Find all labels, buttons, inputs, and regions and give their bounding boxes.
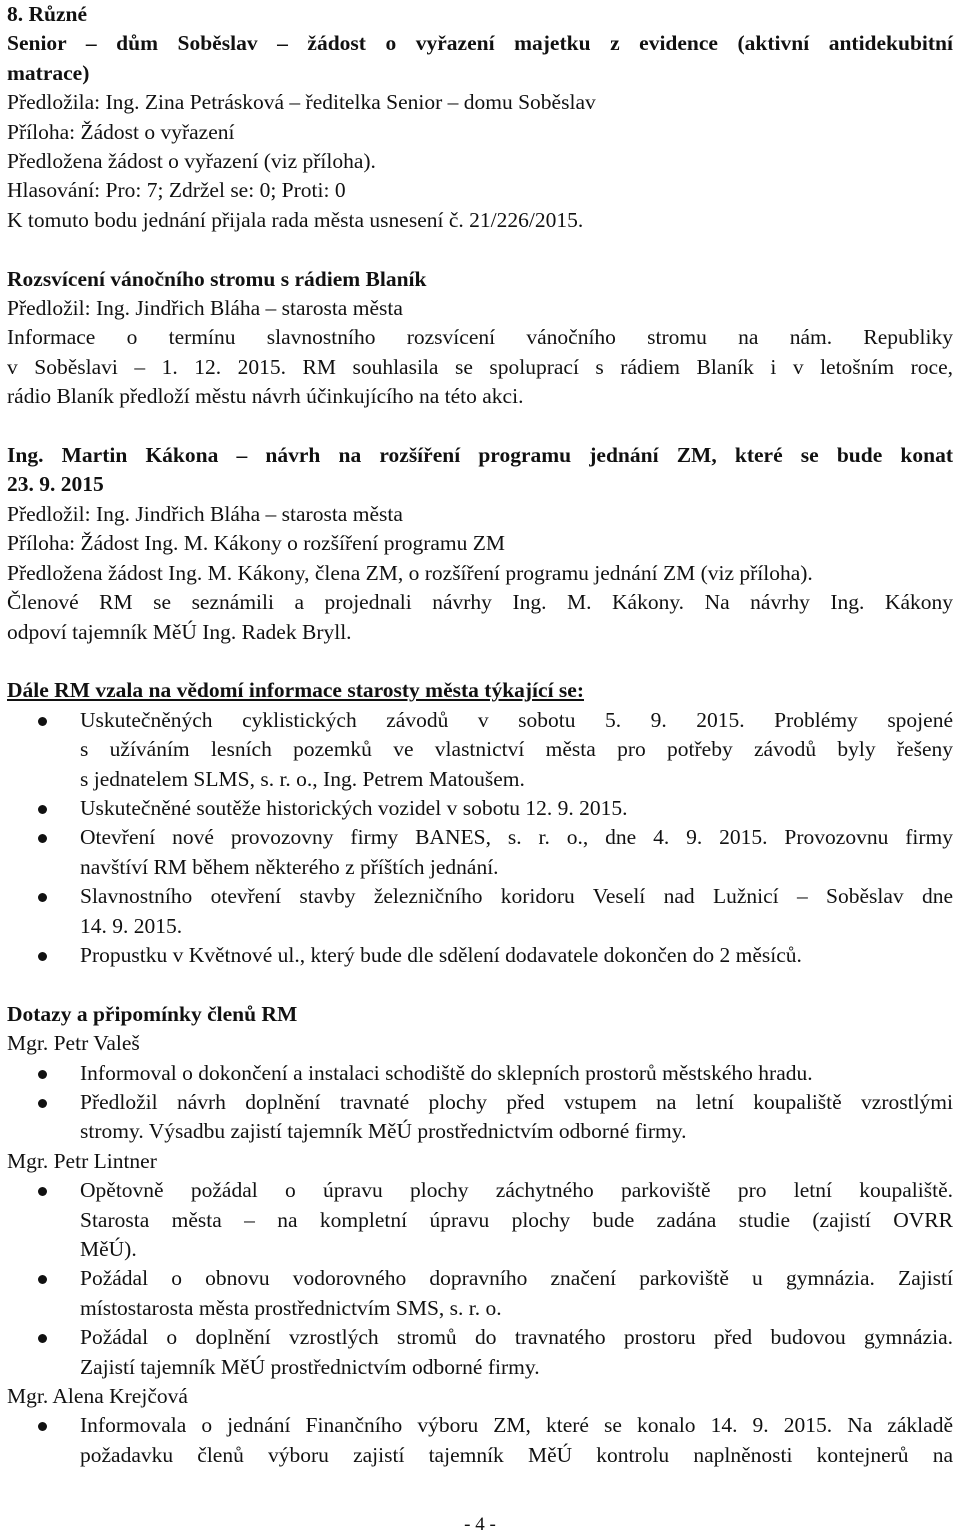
spacer bbox=[7, 412, 953, 441]
bullet-icon bbox=[38, 1070, 47, 1079]
list-item-continuation: navštíví RM během některého z příštích jednání. bbox=[80, 854, 499, 879]
list-item-continuation: Starosta města – na kompletní úpravu plochy bude zadána studie (zajistí OVRR bbox=[80, 1207, 953, 1232]
s3-text-line-2: Členové RM se seznámili a projednali návrhy Ing. M. Kákony. Na návrhy Ing. Kákony bbox=[7, 590, 953, 615]
list-item-continuation: s jednatelem SLMS, s. r. o., Ing. Petrem Matoušem. bbox=[80, 766, 525, 791]
document-page bbox=[7, 0, 953, 1470]
list-item-continuation: Zajistí tajemník MěÚ prostřednictvím odborné firmy. bbox=[80, 1354, 540, 1379]
list-item: Informoval o dokončení a instalaci schodiště do sklepních prostorů městského hradu. bbox=[7, 1059, 953, 1088]
spacer bbox=[7, 970, 953, 999]
s3-title-line-2: 23. 9. 2015 bbox=[7, 472, 104, 497]
list-item: Propustku v Květnové ul., který bude dle sdělení dodavatele dokončen do 2 měsíců. bbox=[7, 941, 953, 970]
list-item-continuation: stromy. Výsadbu zajistí tajemník MěÚ prostřednictvím odborné firmy. bbox=[80, 1119, 687, 1144]
spacer bbox=[7, 235, 953, 264]
bullet-icon bbox=[38, 893, 47, 902]
list-item: Otevření nové provozovny firmy BANES, s. r. o., dne 4. 9. 2015. Provozovnu firmy bbox=[7, 823, 953, 852]
bullet-icon bbox=[38, 1099, 47, 1108]
list-item-continuation: místostarosta města prostřednictvím SMS, s. r. o. bbox=[80, 1295, 502, 1320]
list-item: Opětovně požádal o úpravu plochy záchytného parkoviště pro letní koupaliště. bbox=[7, 1176, 953, 1205]
bullet-icon bbox=[38, 717, 47, 726]
s3-submitted-by: Předložil: Ing. Jindřich Bláha – starosta města bbox=[7, 501, 403, 526]
s1-submitted-by: Předložila: Ing. Zina Petrásková – ředitelka Senior – domu Soběslav bbox=[7, 90, 596, 115]
bullet-icon bbox=[38, 1275, 47, 1284]
s1-title-line-2: matrace) bbox=[7, 60, 90, 85]
list-item-continuation: MěÚ). bbox=[80, 1237, 137, 1261]
member-name-krejcova: Mgr. Alena Krejčová bbox=[7, 1384, 188, 1409]
s1-title-line-1: Senior – dům Soběslav – žádost o vyřazení majetku z evidence (aktivní antidekubitní bbox=[7, 31, 953, 56]
s2-title: Rozsvícení vánočního stromu s rádiem Blaník bbox=[7, 266, 427, 291]
bullet-icon bbox=[38, 805, 47, 814]
list-item: Uskutečněné soutěže historických vozidel v sobotu 12. 9. 2015. bbox=[7, 794, 953, 823]
s1-attachment: Příloha: Žádost o vyřazení bbox=[7, 119, 235, 144]
list-item: Požádal o doplnění vzrostlých stromů do travnatého prostoru před budovou gymnázia. bbox=[7, 1323, 953, 1352]
spacer bbox=[7, 647, 953, 676]
bullet-icon bbox=[38, 952, 47, 961]
s5-title: Dotazy a připomínky členů RM bbox=[7, 1001, 298, 1026]
s3-text-line-1: Předložena žádost Ing. M. Kákony, člena ZM, o rozšíření programu jednání ZM (viz příloha). bbox=[7, 560, 813, 585]
list-item: Informovala o jednání Finančního výboru ZM, které se konalo 14. 9. 2015. Na základě bbox=[7, 1411, 953, 1440]
list-item-continuation: 14. 9. 2015. bbox=[80, 913, 183, 938]
member-name-lintner: Mgr. Petr Lintner bbox=[7, 1148, 157, 1173]
page-number: - 4 - bbox=[464, 1514, 496, 1535]
list-item: Požádal o obnovu vodorovného dopravního značení parkoviště u gymnázia. Zajistí bbox=[7, 1264, 953, 1293]
list-item-continuation: s užíváním lesních pozemků ve vlastnictví města pro potřeby závodů byly řešeny bbox=[80, 737, 953, 762]
s3-text-line-3: odpoví tajemník MěÚ Ing. Radek Bryll. bbox=[7, 619, 352, 644]
bullet-icon bbox=[38, 1422, 47, 1431]
s4-bullet-list bbox=[7, 706, 953, 971]
bullet-icon bbox=[38, 1187, 47, 1196]
list-item-continuation: požadavku členů výboru zajistí tajemník MěÚ kontrolu naplněnosti kontejnerů na bbox=[80, 1442, 953, 1467]
s3-attachment: Příloha: Žádost Ing. M. Kákony o rozšíření programu ZM bbox=[7, 531, 505, 556]
s4-title: Dále RM vzala na vědomí informace starosty města týkající se: bbox=[7, 678, 584, 703]
section-heading: 8. Různé bbox=[7, 2, 88, 26]
bullet-icon bbox=[38, 1334, 47, 1343]
s1-vote: Hlasování: Pro: 7; Zdržel se: 0; Proti: 0 bbox=[7, 178, 346, 203]
bullet-icon bbox=[38, 834, 47, 843]
s2-text-line-2: v Soběslavi – 1. 12. 2015. RM souhlasila se spoluprací s rádiem Blaník i v letošním roce, bbox=[7, 354, 953, 379]
s2-submitted-by: Předložil: Ing. Jindřich Bláha – starosta města bbox=[7, 296, 403, 321]
s2-text-line-3: rádio Blaník předloží městu návrh účinkujícího na této akci. bbox=[7, 384, 524, 409]
s1-resolution: K tomuto bodu jednání přijala rada města usnesení č. 21/226/2015. bbox=[7, 207, 584, 232]
list-item: Uskutečněných cyklistických závodů v sobotu 5. 9. 2015. Problémy spojené bbox=[7, 706, 953, 735]
member-name-vales: Mgr. Petr Valeš bbox=[7, 1031, 140, 1056]
s2-text-line-1: Informace o termínu slavnostního rozsvícení vánočního stromu na nám. Republiky bbox=[7, 325, 953, 350]
list-item: Předložil návrh doplnění travnaté plochy před vstupem na letní koupaliště vzrostlými bbox=[7, 1088, 953, 1117]
s1-text: Předložena žádost o vyřazení (viz příloha). bbox=[7, 149, 376, 174]
list-item: Slavnostního otevření stavby železničního koridoru Veselí nad Lužnicí – Soběslav dne bbox=[7, 882, 953, 911]
s3-title-line-1: Ing. Martin Kákona – návrh na rozšíření programu jednání ZM, které se bude konat bbox=[7, 443, 953, 468]
